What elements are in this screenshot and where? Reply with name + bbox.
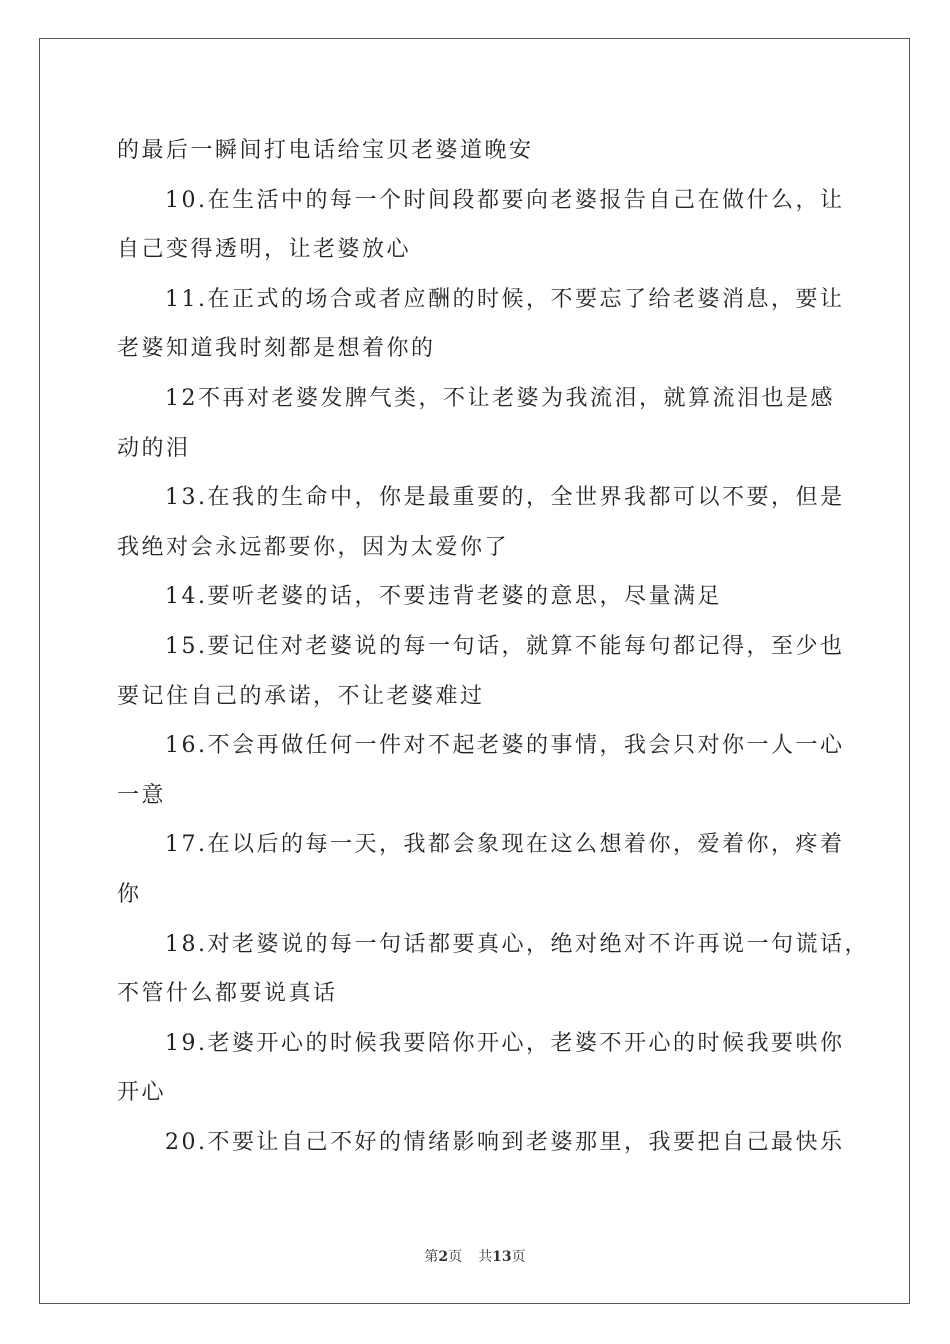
text-line: 老婆知道我时刻都是想着你的	[117, 336, 436, 362]
text-line: 要记住自己的承诺，不让老婆难过	[117, 683, 485, 709]
text-line: 13.在我的生命中，你是最重要的，全世界我都可以不要，但是	[165, 485, 845, 511]
page-label-prefix: 第	[424, 1249, 439, 1265]
text-line: 20.不要让自己不好的情绪影响到老婆那里，我要把自己最快乐	[165, 1129, 845, 1155]
text-line: 你	[117, 881, 142, 907]
total-label-suffix: 页	[511, 1249, 526, 1265]
text-line: 10.在生活中的每一个时间段都要向老婆报告自己在做什么，让	[165, 187, 845, 213]
page-label-suffix: 页	[448, 1249, 463, 1265]
text-line: 14.要听老婆的话，不要违背老婆的意思，尽量满足	[165, 584, 722, 610]
text-line: 18.对老婆说的每一句话都要真心，绝对绝对不许再说一句谎话，	[165, 931, 869, 957]
page-footer	[0, 1246, 950, 1266]
text-line: 16.不会再做任何一件对不起老婆的事情，我会只对你一人一心	[165, 733, 845, 759]
text-line: 开心	[117, 1080, 167, 1106]
text-line: 19.老婆开心的时候我要陪你开心，老婆不开心的时候我要哄你	[165, 1030, 845, 1056]
text-line: 动的泪	[117, 435, 191, 461]
text-line: 11.在正式的场合或者应酬的时候，不要忘了给老婆消息，要让	[165, 286, 845, 312]
text-line: 15.要记住对老婆说的每一句话，就算不能每句都记得，至少也	[165, 633, 845, 659]
text-line: 的最后一瞬间打电话给宝贝老婆道晚安	[117, 138, 534, 163]
text-line: 不管什么都要说真话	[117, 981, 338, 1007]
total-pages: 13	[492, 1249, 512, 1265]
text-line: 12不再对老婆发脾气类，不让老婆为我流泪，就算流泪也是感	[165, 385, 835, 411]
page-number: 2	[438, 1249, 449, 1265]
text-line: 我绝对会永远都要你，因为太爱你了	[117, 534, 510, 560]
text-line: 17.在以后的每一天，我都会象现在这么想着你，爱着你，疼着	[165, 832, 845, 858]
text-line: 一意	[117, 782, 167, 808]
document-body	[117, 126, 869, 1167]
text-line: 自己变得透明，让老婆放心	[117, 237, 412, 263]
total-label-prefix: 共	[478, 1249, 493, 1265]
